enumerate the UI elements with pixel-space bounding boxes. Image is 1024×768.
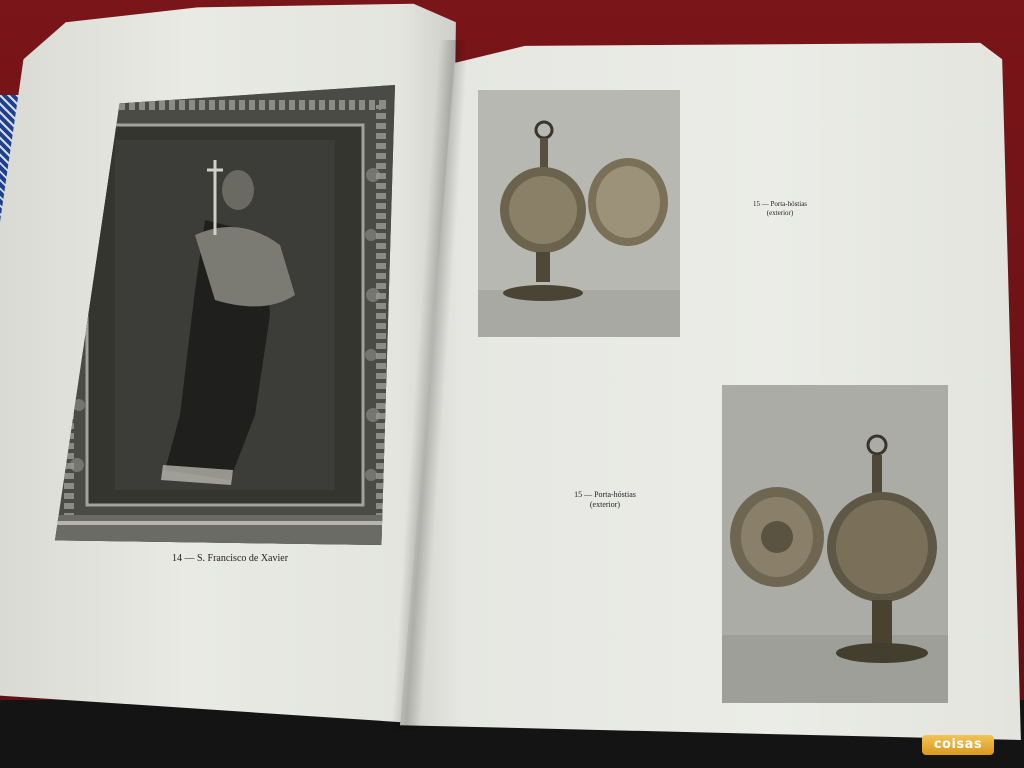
- host-holder-caption-bottom: [560, 490, 650, 510]
- caption-bottom-line1: 15 — Porta-hóstias: [574, 490, 636, 499]
- host-holder-caption-top: [735, 200, 825, 218]
- coisas-watermark: coisas: [922, 735, 994, 755]
- host-holder-illustration-bottom: [722, 385, 948, 703]
- caption-top-line1: 15 — Porta-hóstias: [752, 200, 808, 208]
- host-holder-photograph-bottom: [722, 385, 948, 703]
- saint-caption: 14 — S. Francisco de Xavier: [171, 553, 289, 564]
- host-holder-photograph-top: [478, 90, 680, 337]
- host-holder-illustration-top: [478, 90, 680, 337]
- caption-top-line2: (exterior): [766, 209, 794, 217]
- caption-bottom-line2: (exterior): [589, 500, 621, 509]
